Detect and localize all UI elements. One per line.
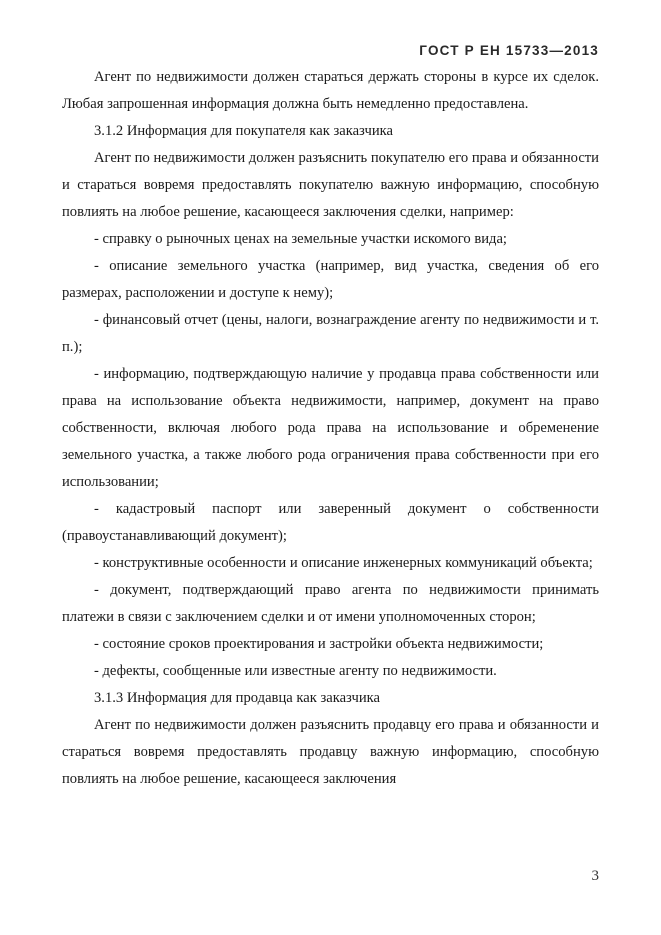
list-item: - информацию, подтверждающую наличие у продавца права собственности или права на использование объекта недвижимости, например, документ на право собственности, включая любого рода права на использование и обременение земельного участка, а также любого рода ограничения права собственности при его использовании; — [62, 366, 599, 490]
list-item: - конструктивные особенности и описание инженерных коммуникаций объекта; — [94, 555, 593, 571]
page-number: 3 — [591, 868, 599, 884]
list-item: - состояние сроков проектирования и застройки объекта недвижимости; — [94, 636, 544, 652]
paragraph-body: Агент по недвижимости должен стараться держать стороны в курсе их сделок. Любая запрошенная информация должна быть немедленно предоставлена. — [62, 69, 599, 112]
list-item: - справку о рыночных ценах на земельные участки искомого вида; — [94, 231, 507, 247]
list-item: - кадастровый паспорт или заверенный документ о собственности (правоустанавливающий документ); — [62, 501, 599, 544]
standard-header: ГОСТ Р ЕН 15733—2013 — [419, 43, 599, 58]
list-item: - описание земельного участка (например, вид участка, сведения об его размерах, расположении и доступе к нему); — [62, 258, 599, 301]
paragraph-body: Агент по недвижимости должен разъяснить продавцу его права и обязанности и стараться вовремя предоставлять продавцу важную информацию, способную повлиять на любое решение, касающееся заключения — [62, 717, 599, 787]
document-body — [62, 64, 599, 793]
paragraph-body: Агент по недвижимости должен разъяснить покупателю его права и обязанности и стараться вовремя предоставлять покупателю важную информацию, способную повлиять на любое решение, касающееся заключения сделки, например: — [62, 150, 599, 220]
section-heading: 3.1.2 Информация для покупателя как заказчика — [94, 123, 394, 139]
list-item: - финансовый отчет (цены, налоги, вознаграждение агенту по недвижимости и т. п.); — [62, 312, 599, 355]
section-heading: 3.1.3 Информация для продавца как заказчика — [94, 690, 381, 706]
list-item: - дефекты, сообщенные или известные агенту по недвижимости. — [94, 663, 497, 679]
list-item: - документ, подтверждающий право агента по недвижимости принимать платежи в связи с заключением сделки и от имени уполномоченных сторон; — [62, 582, 599, 625]
